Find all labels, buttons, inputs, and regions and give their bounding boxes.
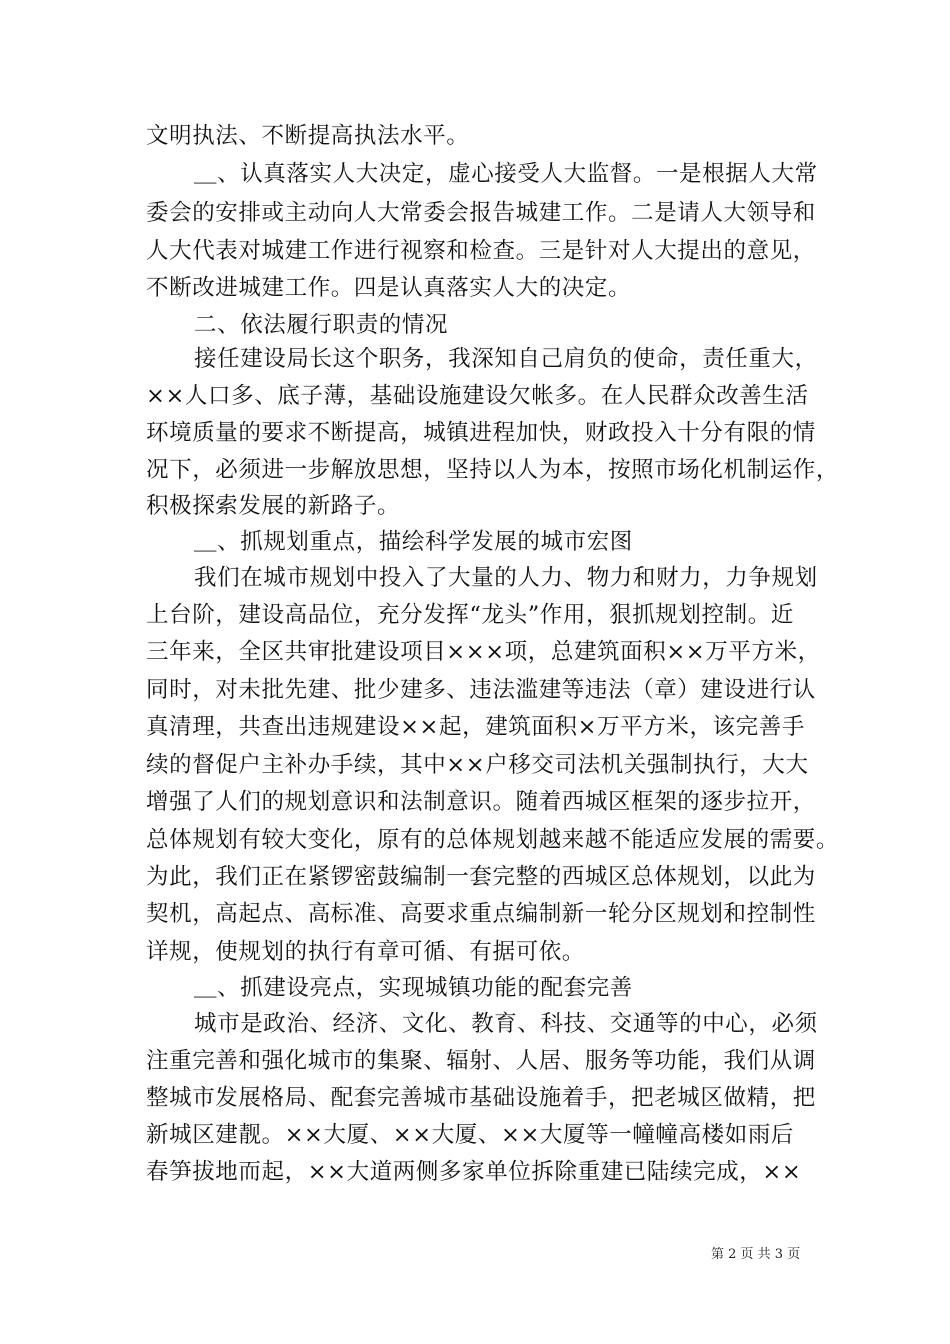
text-line: 注重完善和强化城市的集聚、辐射、人居、服务等功能，我们从调 [146, 1048, 816, 1074]
text-line: 接任建设局长这个职务，我深知自己肩负的使命，责任重大， [194, 346, 818, 372]
text-line: ＿、认真落实人大决定，虚心接受人大监督。一是根据人大常 [194, 161, 818, 187]
text-line: 春笋拔地而起，××大道两侧多家单位拆除重建已陆续完成，×× [146, 1159, 802, 1185]
text-line: 同时，对未批先建、批少建多、违法滥建等违法（章）建设进行认 [146, 677, 816, 703]
text-line: 环境质量的要求不断提高，城镇进程加快，财政投入十分有限的情 [146, 420, 816, 446]
text-line: 详规，使规划的执行有章可循、有据可依。 [146, 939, 585, 965]
page-number: 第 2 页 共 3 页 [711, 1247, 801, 1262]
text-line: 人大代表对城建工作进行视察和检查。三是针对人大提出的意见， [146, 238, 816, 264]
section-heading: 二、依法履行职责的情况 [194, 312, 449, 338]
text-line: 积极探索发展的新路子。 [146, 493, 401, 519]
text-line: 总体规划有较大变化，原有的总体规划越来越不能适应发展的需要。 [146, 827, 840, 853]
text-line: 续的督促户主补办手续，其中××户移交司法机关强制执行，大大 [146, 752, 809, 778]
text-line: 我们在城市规划中投入了大量的人力、物力和财力，力争规划 [194, 565, 818, 591]
text-line: 契机，高起点、高标准、高要求重点编制新一轮分区规划和控制性 [146, 901, 816, 927]
text-line: ××人口多、底子薄，基础设施建设欠帐多。在人民群众改善生活 [146, 383, 809, 409]
text-line: 整城市发展格局、配套完善城市基础设施着手，把老城区做精，把 [146, 1085, 816, 1111]
subsection-heading: ＿、抓建设亮点，实现城镇功能的配套完善 [194, 975, 633, 1001]
text-line: 三年来，全区共审批建设项目×××项，总建筑面积××万平方米， [146, 639, 821, 665]
text-line: 不断改进城建工作。四是认真落实人大的决定。 [146, 275, 632, 301]
text-line: 上台阶，建设高品位，充分发挥“龙头”作用，狠抓规划控制。近 [146, 602, 794, 628]
text-line: 增强了人们的规划意识和法制意识。随着西城区框架的逐步拉开， [146, 789, 816, 815]
text-line: 新城区建靓。××大厦、××大厦、××大厦等一幢幢高楼如雨后 [146, 1122, 795, 1148]
text-line: 况下，必须进一步解放思想，坚持以人为本，按照市场化机制运作， [146, 457, 840, 483]
subsection-heading: ＿、抓规划重点，描绘科学发展的城市宏图 [194, 529, 633, 555]
text-line: 城市是政治、经济、文化、教育、科技、交通等的中心，必须 [194, 1011, 818, 1037]
text-line: 委会的安排或主动向人大常委会报告城建工作。二是请人大领导和 [146, 200, 816, 226]
text-line: 文明执法、不断提高执法水平。 [146, 123, 470, 149]
text-line: 真清理，共查出违规建设××起，建筑面积×万平方米，该完善手 [146, 714, 805, 740]
text-line: 为此，我们正在紧锣密鼓编制一套完整的西城区总体规划，以此为 [146, 864, 816, 890]
